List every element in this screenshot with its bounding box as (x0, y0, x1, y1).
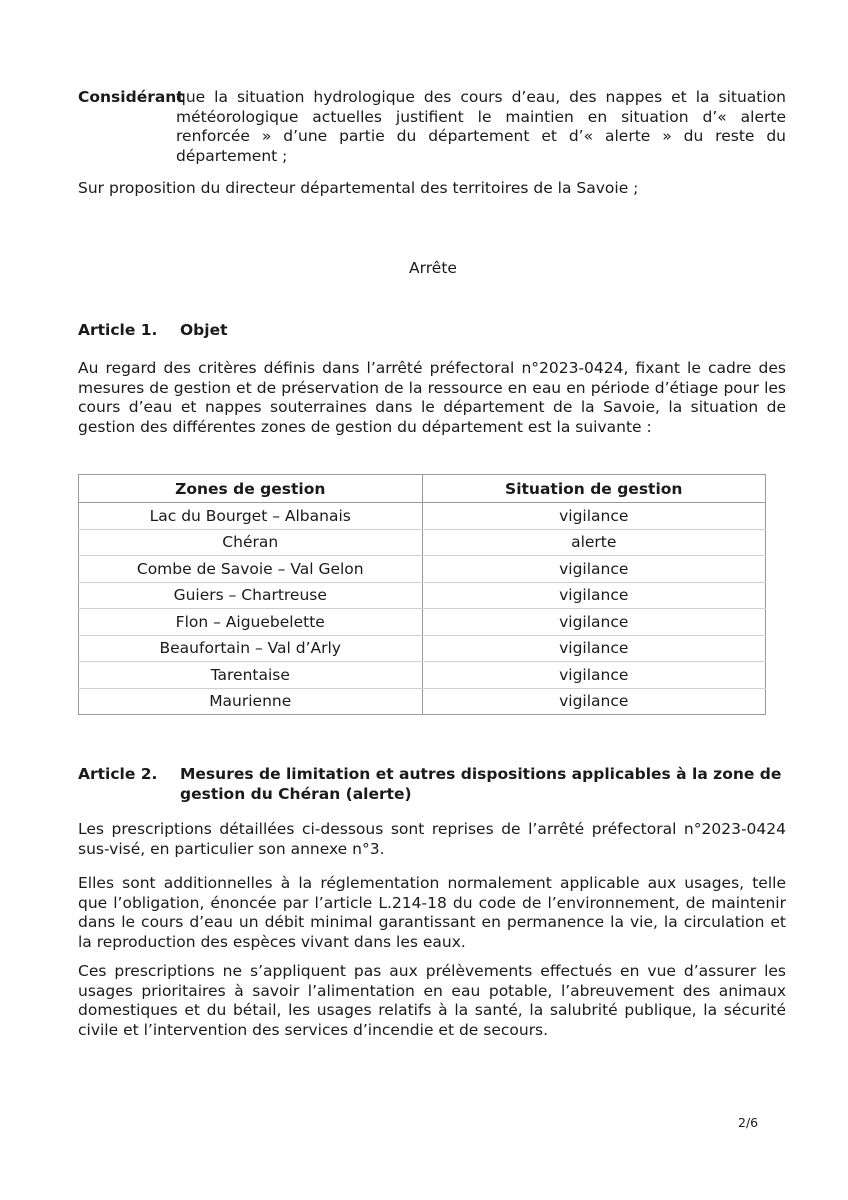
article1-paragraph: Au regard des critères définis dans l’arrêté préfectoral n°2023-0424, fixant le cadre des mesures de gestion et de préservation de la ressource en eau en période d’étiage pour les cours d’eau et nappes souterraines dans le département de la Savoie, la situation de gestion des différentes zones de gestion du département est la suivante : (78, 359, 786, 436)
article2-paragraph-1: Les prescriptions détaillées ci-dessous sont reprises de l’arrêté préfectoral n°2023-0424 sus-visé, en particulier son annexe n°3. (78, 820, 786, 858)
article1-title: Objet (180, 321, 228, 339)
considerant-text: que la situation hydrologique des cours d’eau, des nappes et la situation météorologique actuelles justifient le maintien en situation d’« alerte renforcée » d’une partie du département et d’« alerte » du reste du département ; (176, 88, 786, 165)
table-row (79, 662, 766, 689)
situation-cell: vigilance (422, 635, 766, 662)
table-row (79, 556, 766, 583)
situation-cell: vigilance (422, 582, 766, 609)
table-header-row (79, 475, 766, 503)
considerant-clause (78, 88, 786, 166)
page-number: 2/6 (738, 1115, 759, 1130)
situation-cell: vigilance (422, 503, 766, 530)
article2-heading (78, 765, 786, 804)
situation-cell: vigilance (422, 556, 766, 583)
zone-cell: Chéran (79, 529, 423, 556)
situation-cell: vigilance (422, 609, 766, 636)
header-situation: Situation de gestion (422, 475, 766, 503)
zone-cell: Maurienne (79, 688, 423, 715)
zone-cell: Guiers – Chartreuse (79, 582, 423, 609)
situation-cell: vigilance (422, 688, 766, 715)
zones-table (78, 474, 766, 715)
article1-heading (78, 321, 786, 341)
zone-cell: Flon – Aiguebelette (79, 609, 423, 636)
zone-cell: Combe de Savoie – Val Gelon (79, 556, 423, 583)
article1-number: Article 1. (78, 321, 158, 339)
sur-proposition: Sur proposition du directeur départemental des territoires de la Savoie ; (78, 179, 639, 197)
table-row (79, 503, 766, 530)
article2-paragraph-3: Ces prescriptions ne s’appliquent pas aux prélèvements effectués en vue d’assurer les usages prioritaires à savoir l’alimentation en eau potable, l’abreuvement des animaux domestiques et du bétail, les usages relatifs à la santé, la salubrité publique, la sécurité civile et l’intervention des services d’incendie et de secours. (78, 962, 786, 1039)
article2-paragraph-2: Elles sont additionnelles à la réglementation normalement applicable aux usages, telle que l’obligation, énoncée par l’article L.214-18 du code de l’environnement, de maintenir dans le cours d’eau un débit minimal garantissant en permanence la vie, la circulation et la reproduction des espèces vivant dans les eaux. (78, 874, 786, 951)
article2-title: Mesures de limitation et autres dispositions applicables à la zone de gestion du Chéran (alerte) (180, 765, 782, 803)
table-row (79, 529, 766, 556)
considerant-keyword: Considérant (78, 88, 184, 106)
situation-cell: alerte (422, 529, 766, 556)
table-row (79, 635, 766, 662)
table-row (79, 582, 766, 609)
zone-cell: Lac du Bourget – Albanais (79, 503, 423, 530)
zone-cell: Beaufortain – Val d’Arly (79, 635, 423, 662)
article2-number: Article 2. (78, 765, 158, 783)
arrete-title: Arrête (409, 259, 457, 277)
header-zones: Zones de gestion (79, 475, 423, 503)
table-row (79, 688, 766, 715)
table-row (79, 609, 766, 636)
situation-cell: vigilance (422, 662, 766, 689)
zone-cell: Tarentaise (79, 662, 423, 689)
